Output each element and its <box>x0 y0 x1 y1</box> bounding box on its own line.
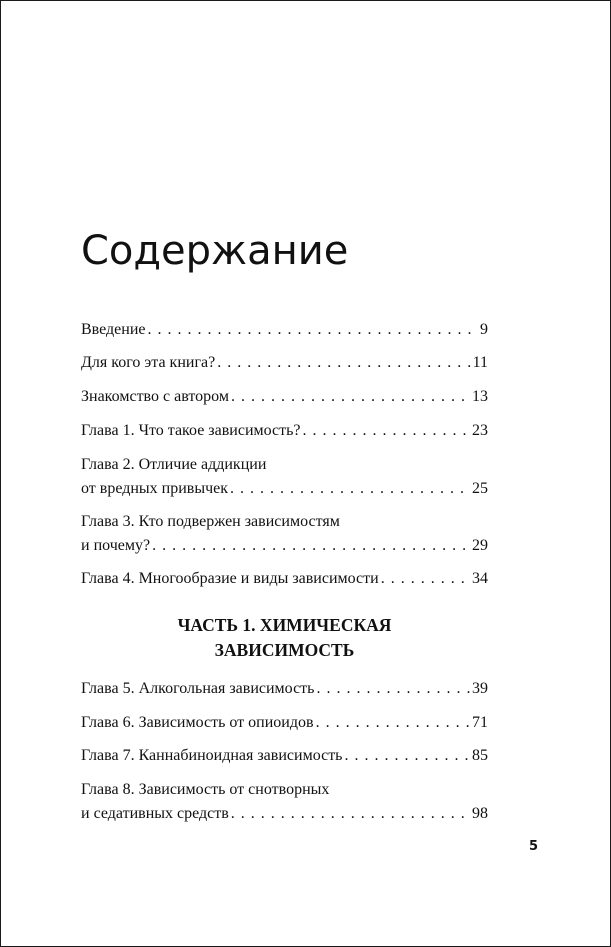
toc-entry-chapter-8[interactable] <box>81 778 488 826</box>
dot-leader <box>148 318 479 342</box>
dot-leader <box>316 677 470 701</box>
toc-page-number: 25 <box>472 480 488 497</box>
toc-entry-introduction[interactable] <box>81 318 488 342</box>
toc-page-number: 34 <box>472 570 488 587</box>
toc-entry-about-author[interactable] <box>81 385 488 409</box>
page-title: Содержание <box>81 228 349 274</box>
toc-entry-title: Глава 1. Что такое зависимость? <box>81 422 301 439</box>
toc-entry-title: Знакомство с автором <box>81 388 229 405</box>
dot-leader <box>381 567 470 591</box>
toc-entry-title-continued: от вредных привычек <box>81 480 229 497</box>
toc-page-number: 9 <box>480 321 488 338</box>
dot-leader <box>316 711 470 735</box>
dot-leader <box>231 385 470 409</box>
toc-page-number: 71 <box>472 714 488 731</box>
toc-entry-chapter-1[interactable] <box>81 419 488 443</box>
toc-entry-title: Глава 5. Алкогольная зависимость <box>81 680 315 697</box>
toc-entry-title: Для кого эта книга? <box>81 354 216 371</box>
toc-entry-chapter-7[interactable] <box>81 744 488 768</box>
toc-page-number: 39 <box>472 680 488 697</box>
toc-entry-title: Глава 7. Каннабиноидная зависимость <box>81 747 343 764</box>
toc-entry-chapter-6[interactable] <box>81 711 488 735</box>
toc-entry-title: Глава 4. Многообразие и виды зависимости <box>81 570 379 587</box>
toc-entry-chapter-3[interactable] <box>81 510 488 558</box>
page-number: 5 <box>529 839 539 854</box>
toc-entry-title: Введение <box>81 321 146 338</box>
toc-page-number: 85 <box>472 747 488 764</box>
toc-entry-title-continued: и почему? <box>81 537 151 554</box>
dot-leader <box>231 802 470 826</box>
toc-page-number: 23 <box>472 422 488 439</box>
toc-page-number: 13 <box>472 388 488 405</box>
toc-entry-title: Глава 3. Кто подвержен зависимостям <box>81 513 340 530</box>
toc-entry-title: Глава 6. Зависимость от опиоидов <box>81 714 314 731</box>
toc-page-number: 11 <box>472 354 488 371</box>
dot-leader <box>303 419 470 443</box>
toc-entry-chapter-5[interactable] <box>81 677 488 701</box>
toc-entry-chapter-2[interactable] <box>81 453 488 501</box>
dot-leader <box>344 744 470 768</box>
toc-entry-title: Глава 8. Зависимость от снотворных <box>81 781 330 798</box>
part-heading-line: ЗАВИСИМОСТЬ <box>214 640 355 660</box>
toc-entry-chapter-4[interactable] <box>81 567 488 591</box>
dot-leader <box>217 351 470 375</box>
part-heading-line: ЧАСТЬ 1. ХИМИЧЕСКАЯ <box>177 615 392 635</box>
toc-entry-audience[interactable] <box>81 351 488 375</box>
part-heading <box>81 613 488 663</box>
toc-entry-title-continued: и седативных средств <box>81 805 229 822</box>
dot-leader <box>152 534 470 558</box>
toc-entry-title: Глава 2. Отличие аддикции <box>81 456 267 473</box>
toc-page-number: 29 <box>472 537 488 554</box>
dot-leader <box>230 477 470 501</box>
toc-page-number: 98 <box>472 805 488 822</box>
